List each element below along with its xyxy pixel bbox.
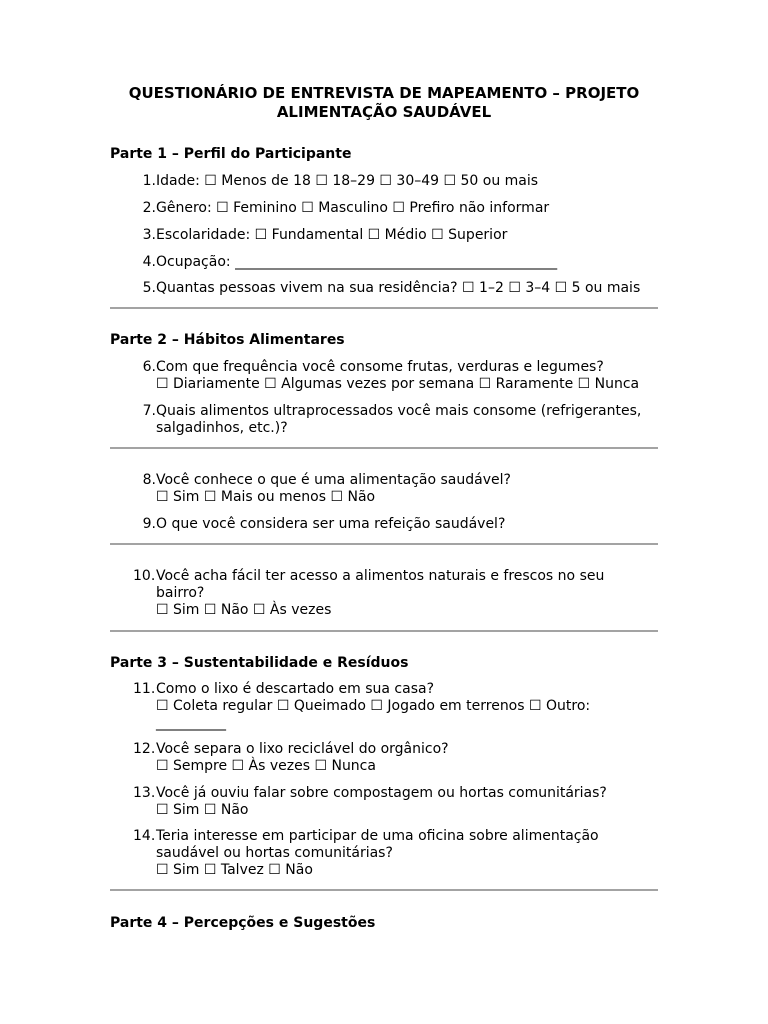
question-9 [110, 516, 658, 533]
question-text: Você separa o lixo reciclável do orgânico? [156, 741, 449, 757]
question-number: 4. [142, 254, 156, 270]
question-number: 2. [142, 200, 156, 216]
question-text: Idade: ☐ Menos de 18 ☐ 18–29 ☐ 30–49 ☐ 50 ou mais [156, 173, 539, 189]
question-13 [110, 785, 658, 819]
question-14 [110, 828, 658, 879]
question-number: 9. [142, 516, 156, 532]
question-number: 3. [142, 227, 156, 243]
title-line-2: ALIMENTAÇÃO SAUDÁVEL [276, 103, 492, 121]
question-text: Gênero: ☐ Feminino ☐ Masculino ☐ Prefiro não informar [156, 200, 550, 216]
question-10 [110, 568, 658, 619]
question-text-continued: salgadinhos, etc.)? [156, 420, 288, 436]
question-8 [110, 472, 658, 506]
question-text: Quais alimentos ultraprocessados você mais consome (refrigerantes, [156, 403, 642, 419]
question-text: Teria interesse em participar de uma oficina sobre alimentação [156, 828, 599, 844]
question-number: 7. [142, 403, 156, 419]
question-text: Escolaridade: ☐ Fundamental ☐ Médio ☐ Superior [156, 227, 508, 243]
section-divider [110, 889, 658, 891]
question-7 [110, 403, 658, 437]
question-11 [110, 681, 658, 732]
question-options: ☐ Sim ☐ Não [156, 802, 249, 818]
question-3 [110, 227, 658, 244]
question-options: ☐ Sim ☐ Mais ou menos ☐ Não [156, 489, 376, 505]
question-1 [110, 173, 658, 190]
question-number: 11. [133, 681, 156, 697]
question-6 [110, 359, 658, 393]
question-text: Quantas pessoas vivem na sua residência? ☐ 1–2 ☐ 3–4 ☐ 5 ou mais [156, 280, 641, 296]
question-text: Como o lixo é descartado em sua casa? [156, 681, 434, 697]
question-number: 8. [142, 472, 156, 488]
question-options: ☐ Sempre ☐ Às vezes ☐ Nunca [156, 758, 376, 774]
question-text: Você acha fácil ter acesso a alimentos naturais e frescos no seu [156, 568, 605, 584]
question-12 [110, 741, 658, 775]
section-divider [110, 307, 658, 309]
question-number: 5. [142, 280, 156, 296]
document-title [110, 84, 658, 122]
section-heading-part-3: Parte 3 – Sustentabilidade e Resíduos [110, 655, 409, 671]
question-options: ☐ Sim ☐ Não ☐ Às vezes [156, 602, 332, 618]
title-line-1: QUESTIONÁRIO DE ENTREVISTA DE MAPEAMENTO – PROJETO [128, 84, 640, 102]
question-text-continued: saudável ou hortas comunitárias? [156, 845, 393, 861]
question-number: 14. [133, 828, 156, 844]
question-options: ☐ Sim ☐ Talvez ☐ Não [156, 862, 313, 878]
question-text-continued: bairro? [156, 585, 205, 601]
question-number: 1. [142, 173, 156, 189]
section-heading-part-1: Parte 1 – Perfil do Participante [110, 146, 352, 162]
question-text: Ocupação: ______________________________________________ [156, 254, 558, 270]
question-5 [110, 280, 658, 297]
section-divider [110, 543, 658, 545]
question-number: 13. [133, 785, 156, 801]
question-options: ☐ Coleta regular ☐ Queimado ☐ Jogado em terrenos ☐ Outro: [156, 698, 591, 714]
question-2 [110, 200, 658, 217]
section-divider [110, 630, 658, 632]
question-number: 12. [133, 741, 156, 757]
answer-blank: __________ [156, 715, 226, 731]
section-divider [110, 447, 658, 449]
question-text: O que você considera ser uma refeição saudável? [156, 516, 506, 532]
section-heading-part-4: Parte 4 – Percepções e Sugestões [110, 915, 376, 931]
question-text: Você já ouviu falar sobre compostagem ou hortas comunitárias? [156, 785, 607, 801]
question-number: 6. [142, 359, 156, 375]
question-number: 10. [133, 568, 156, 584]
section-heading-part-2: Parte 2 – Hábitos Alimentares [110, 332, 345, 348]
question-text: Com que frequência você consome frutas, verduras e legumes? [156, 359, 604, 375]
question-options: ☐ Diariamente ☐ Algumas vezes por semana ☐ Raramente ☐ Nunca [156, 376, 640, 392]
question-text: Você conhece o que é uma alimentação saudável? [156, 472, 511, 488]
question-4 [110, 254, 658, 271]
